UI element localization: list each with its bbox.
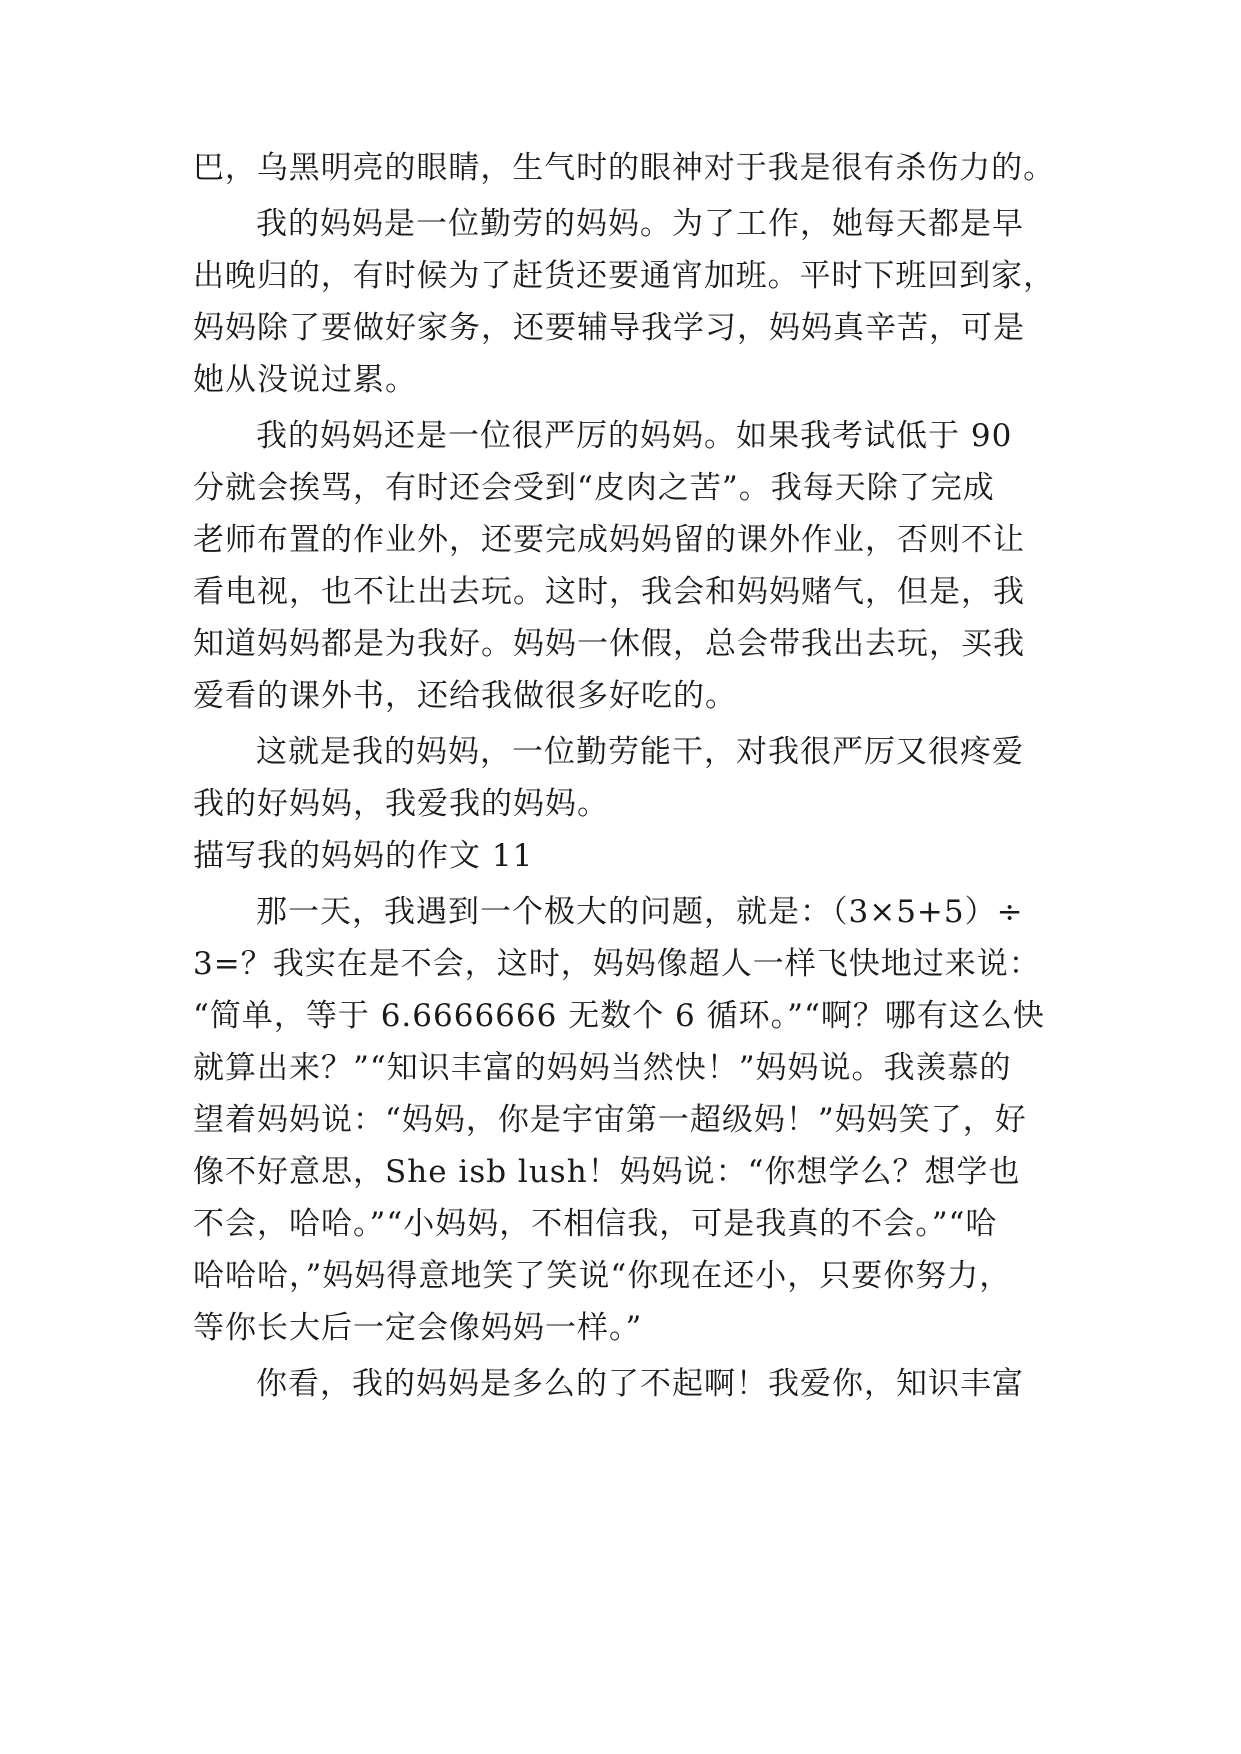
paragraph-start-line: 你看，我的妈妈是多么的了不起啊！我爱你，知识丰富: [256, 1366, 1024, 1402]
text-line: 3=？我实在是不会，这时，妈妈像超人一样飞快地过来说：: [193, 946, 1041, 982]
text-line: 她从没说过累。: [193, 362, 417, 398]
text-line: 望着妈妈说：“妈妈，你是宇宙第一超级妈！”妈妈笑了，好: [193, 1102, 1027, 1138]
text-line: 就算出来？”“知识丰富的妈妈当然快！”妈妈说。我羡慕的: [193, 1050, 1012, 1086]
text-line: 巴，乌黑明亮的眼睛，生气时的眼神对于我是很有杀伤力的。: [193, 150, 1056, 186]
text-line: 分就会挨骂，有时还会受到“皮肉之苦”。我每天除了完成: [193, 470, 995, 506]
text-line: 等你长大后一定会像妈妈一样。”: [193, 1310, 643, 1346]
text-line: 哈哈哈，”妈妈得意地笑了笑说“你现在还小，只要你努力，: [193, 1258, 1012, 1294]
text-line: “简单，等于 6.6666666 无数个 6 循环。”“啊？哪有这么快: [193, 998, 1045, 1034]
section-heading: 描写我的妈妈的作文 11: [193, 838, 534, 874]
paragraph-start-line: 我的妈妈还是一位很严厉的妈妈。如果我考试低于 90: [256, 418, 1013, 454]
text-line: 爱看的课外书，还给我做很多好吃的。: [193, 678, 737, 714]
text-line: 知道妈妈都是为我好。妈妈一休假，总会带我出去玩，买我: [193, 626, 1025, 662]
paragraph-start-line: 我的妈妈是一位勤劳的妈妈。为了工作，她每天都是早: [256, 206, 1024, 242]
text-line: 我的好妈妈，我爱我的妈妈。: [193, 786, 609, 822]
paragraph-start-line: 那一天，我遇到一个极大的问题，就是：（3×5+5）÷: [256, 894, 1024, 930]
text-line: 老师布置的作业外，还要完成妈妈留的课外作业，否则不让: [193, 522, 1025, 558]
text-line: 像不好意思，She isb lush！妈妈说：“你想学么？想学也: [193, 1154, 1021, 1190]
text-line: 看电视，也不让出去玩。这时，我会和妈妈赌气，但是，我: [193, 574, 1025, 610]
text-line: 妈妈除了要做好家务，还要辅导我学习，妈妈真辛苦，可是: [193, 310, 1025, 346]
paragraph-start-line: 这就是我的妈妈，一位勤劳能干，对我很严厉又很疼爱: [256, 734, 1024, 770]
text-line: 不会，哈哈。”“小妈妈，不相信我，可是我真的不会。”“哈: [193, 1206, 998, 1242]
text-line: 出晚归的，有时候为了赶货还要通宵加班。平时下班回到家，: [193, 258, 1056, 294]
